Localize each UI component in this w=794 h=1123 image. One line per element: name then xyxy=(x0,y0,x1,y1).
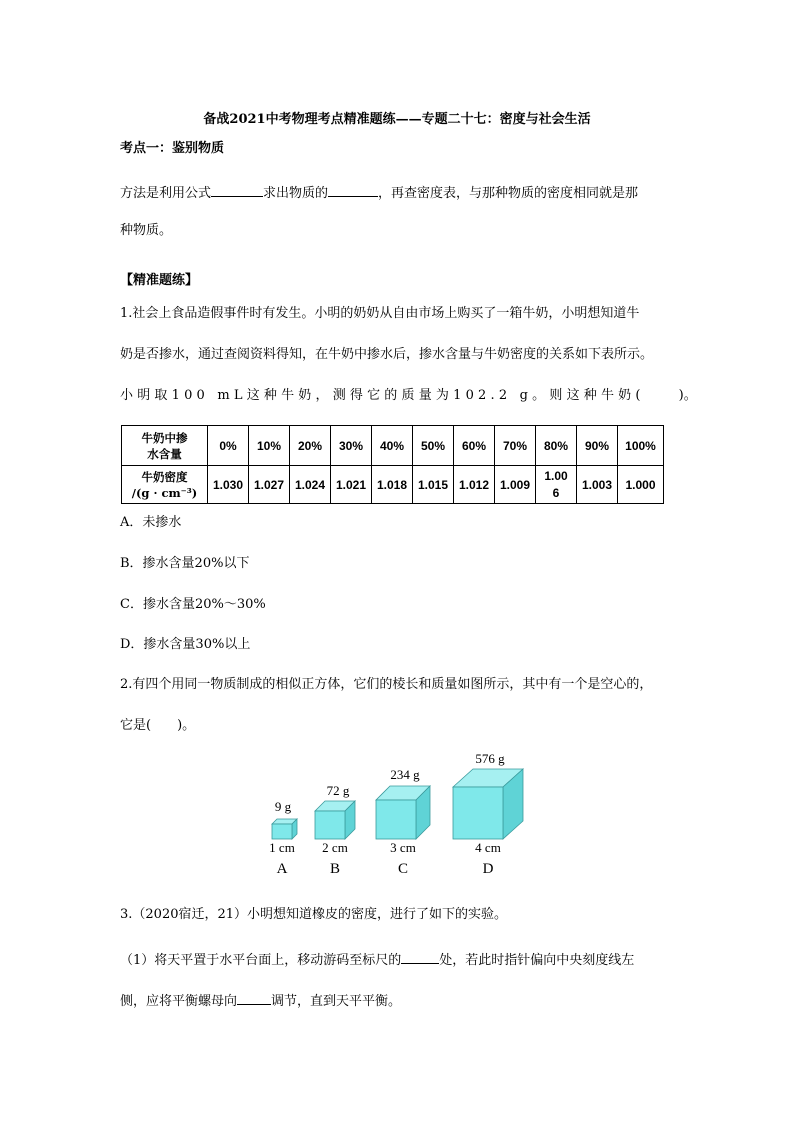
percentage-cell: 10% xyxy=(249,426,290,466)
table-row xyxy=(122,426,664,466)
percentage-cell: 70% xyxy=(495,426,536,466)
q2-line2: 它是( )。 xyxy=(120,718,196,733)
q1-line3 xyxy=(120,388,697,404)
section-heading: 考点一：鉴别物质 xyxy=(120,141,225,156)
cube-b-letter: B xyxy=(329,861,341,877)
method-text-1: 方法是利用公式 xyxy=(120,186,212,201)
q3-line3-text: 侧，应将平衡螺母向 xyxy=(120,994,238,1009)
cube-d-mass: 576 g xyxy=(475,751,505,766)
percentage-cell: 60% xyxy=(454,426,495,466)
cubes-figure xyxy=(255,748,555,883)
cube-c-letter: C xyxy=(397,861,409,877)
density-cell: 1.024 xyxy=(290,466,331,504)
percentage-cell: 40% xyxy=(372,426,413,466)
cube-d-icon xyxy=(453,769,523,839)
density-cell: 1.030 xyxy=(208,466,249,504)
direction-blank xyxy=(237,991,271,1005)
cube-a-edge: 1 cm xyxy=(269,840,295,855)
q1-line3-end: )。 xyxy=(678,388,697,403)
header-cell-water-content: 牛奶中掺 水含量 xyxy=(122,426,208,466)
cube-c-mass: 234 g xyxy=(390,767,420,782)
header-cell-density: 牛奶密度 /(g · cm⁻³) xyxy=(122,466,208,504)
density-cell: 1.018 xyxy=(372,466,413,504)
cube-a-mass: 9 g xyxy=(274,799,292,814)
cube-d-edge: 4 cm xyxy=(475,840,501,855)
formula-blank xyxy=(211,183,263,197)
q1-line1: 1.社会上食品造假事件时有发生。小明的奶奶从自由市场上购买了一箱牛奶，小明想知道牛 xyxy=(120,306,640,321)
q3-line3 xyxy=(120,991,680,1010)
method-paragraph-line2: 种物质。 xyxy=(120,223,173,238)
q2-line1: 2.有四个用同一物质制成的相似正方体，它们的棱长和质量如图所示，其中有一个是空心的， xyxy=(120,677,653,692)
option-d: D．掺水含量30%以上 xyxy=(120,637,251,652)
cube-a-letter: A xyxy=(276,861,288,877)
percentage-cell: 100% xyxy=(618,426,664,466)
q1-line2: 奶是否掺水，通过查阅资料得知，在牛奶中掺水后，掺水含量与牛奶密度的关系如下表所示。 xyxy=(120,347,654,362)
option-b: B．掺水含量20%以下 xyxy=(120,556,250,571)
q1-line3-text: 小明取100 mL这种牛奶，测得它的质量为102.2 g。则这种牛奶( xyxy=(120,388,645,403)
quantity-blank xyxy=(328,183,378,197)
q3-line2-end: 处，若此时指针偏向中央刻度线左 xyxy=(439,953,635,968)
q3-line2 xyxy=(120,950,680,969)
q3-line1: 3.（2020宿迁，21）小明想知道橡皮的密度，进行了如下的实验。 xyxy=(120,907,508,922)
percentage-cell: 20% xyxy=(290,426,331,466)
cube-d-letter: D xyxy=(482,861,494,877)
option-a: A．未掺水 xyxy=(120,515,182,530)
percentage-cell: 90% xyxy=(577,426,618,466)
option-c: C．掺水含量20%～30% xyxy=(120,597,266,612)
cube-b-edge: 2 cm xyxy=(322,840,348,855)
cube-c-icon xyxy=(376,786,430,839)
q3-line3-end: 调节，直到天平平衡。 xyxy=(271,994,402,1009)
method-paragraph xyxy=(120,183,680,202)
percentage-cell: 30% xyxy=(331,426,372,466)
cube-c-edge: 3 cm xyxy=(390,840,416,855)
density-cell: 1.027 xyxy=(249,466,290,504)
table-row xyxy=(122,466,664,504)
cube-b-mass: 72 g xyxy=(326,783,350,798)
density-cell: 1.003 xyxy=(577,466,618,504)
cube-b-icon xyxy=(315,801,355,839)
milk-density-table xyxy=(121,425,664,504)
page-title: 备战2021中考物理考点精准题练——专题二十七：密度与社会生活 xyxy=(203,112,591,127)
density-cell: 1.012 xyxy=(454,466,495,504)
percentage-cell: 80% xyxy=(536,426,577,466)
q3-line2-text: （1）将天平置于水平台面上，移动游码至标尺的 xyxy=(120,953,402,968)
density-cell: 1.000 xyxy=(618,466,664,504)
position-blank xyxy=(401,950,439,964)
percentage-cell: 50% xyxy=(413,426,454,466)
cube-a-icon xyxy=(272,819,297,839)
percentage-cell: 0% xyxy=(208,426,249,466)
method-text-2: 求出物质的 xyxy=(263,186,329,201)
density-cell: 1.009 xyxy=(495,466,536,504)
density-cell-wrapped: 1.00 6 xyxy=(536,466,577,504)
practice-header: 【精准题练】 xyxy=(120,273,199,288)
method-text-3: ，再查密度表，与那种物质的密度相同就是那 xyxy=(378,186,639,201)
density-cell: 1.015 xyxy=(413,466,454,504)
density-cell: 1.021 xyxy=(331,466,372,504)
